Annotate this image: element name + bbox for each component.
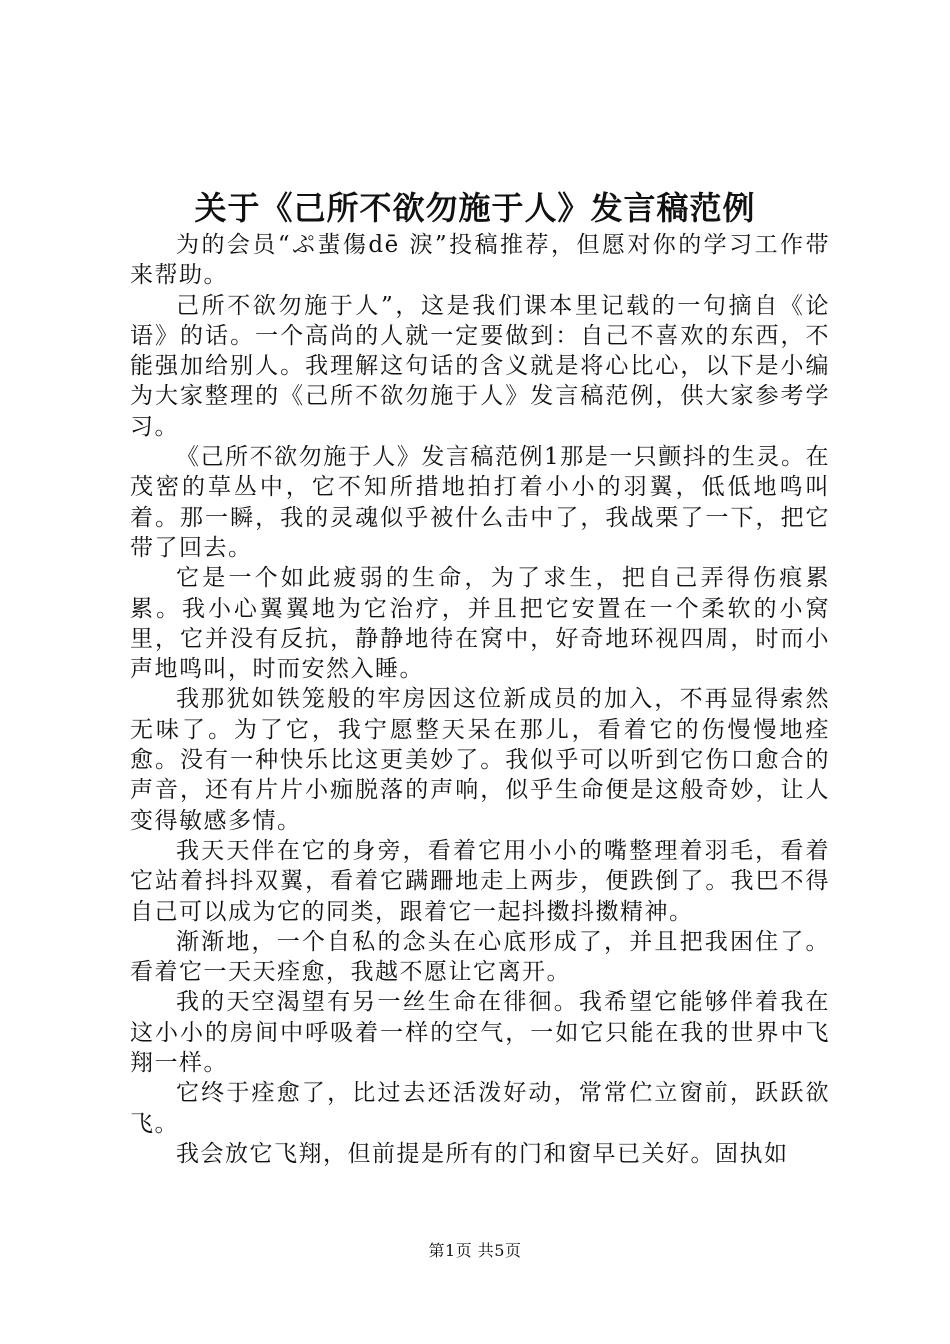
paragraph: 为的会员“ぷ蜚傷dē 淚”投稿推荐，但愿对你的学习工作带来帮助。 xyxy=(130,232,830,289)
document-body xyxy=(130,230,830,1169)
document-title: 关于《己所不欲勿施于人》发言稿范例 xyxy=(194,189,756,227)
paragraph: 我那犹如铁笼般的牢房因这位新成员的加入，不再显得索然无味了。为了它，我宁愿整天呆在那儿，看着它的伤慢慢地痊愈。没有一种快乐比这更美妙了。我似乎可以听到它伤口愈合的声音，还有片片小痂脱落的声响，似乎生命便是这般奇妙，让人变得敏感多情。 xyxy=(130,686,830,834)
page-footer: 第1页 共5页 xyxy=(428,1241,522,1260)
paragraph: 《己所不欲勿施于人》发言稿范例1那是一只颤抖的生灵。在茂密的草丛中，它不知所措地拍打着小小的羽翼，低低地鸣叫着。那一瞬，我的灵魂似乎被什么击中了，我战栗了一下，把它带了回去。 xyxy=(130,444,830,561)
paragraph: 我天天伴在它的身旁，看着它用小小的嘴整理着羽毛，看着它站着抖抖双翼，看着它蹒跚地走上两步，便跌倒了。我巴不得自己可以成为它的同类，跟着它一起抖擞抖擞精神。 xyxy=(130,837,830,925)
paragraph: 它终于痊愈了，比过去还活泼好动，常常伫立窗前，跃跃欲飞。 xyxy=(130,1080,830,1137)
paragraph: 它是一个如此疲弱的生命，为了求生，把自己弄得伤痕累累。我小心翼翼地为它治疗，并且把它安置在一个柔软的小窝里，它并没有反抗，静静地待在窝中，好奇地环视四周，时而小声地鸣叫，时而安然入睡。 xyxy=(130,565,830,683)
paragraph: 我的天空渴望有另一丝生命在徘徊。我希望它能够伴着我在这小小的房间中呼吸着一样的空气，一如它只能在我的世界中飞翔一样。 xyxy=(130,989,830,1077)
paragraph: 己所不欲勿施于人”，这是我们课本里记载的一句摘自《论语》的话。一个高尚的人就一定要做到：自己不喜欢的东西，不能强加给别人。我理解这句话的含义就是将心比心，以下是小编为大家整理的《己所不欲勿施于人》发言稿范例，供大家参考学习。 xyxy=(130,292,830,440)
paragraph: 我会放它飞翔，但前提是所有的门和窗早已关好。固执如 xyxy=(176,1140,789,1167)
paragraph: 渐渐地，一个自私的念头在心底形成了，并且把我困住了。看着它一天天痊愈，我越不愿让它离开。 xyxy=(130,928,830,986)
